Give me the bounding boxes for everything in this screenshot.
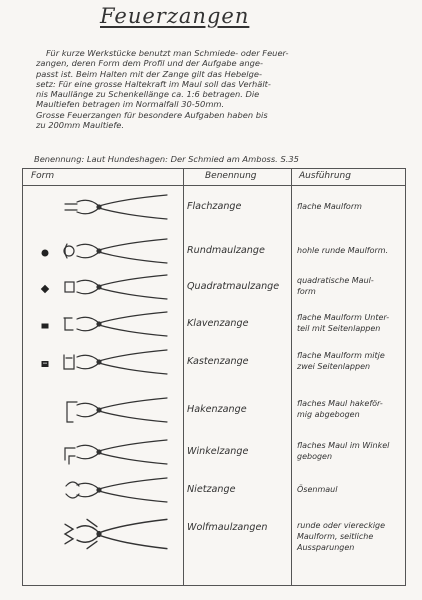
diamond-profile-icon	[40, 279, 50, 298]
description-line: Ösenmaul	[297, 485, 338, 494]
tongs-drawing-icon	[63, 344, 168, 380]
header-execution: Ausführung	[299, 171, 351, 181]
tongs-name: Kastenzange	[187, 356, 249, 367]
tongs-drawing-icon	[63, 189, 168, 225]
source-note: Benennung: Laut Hundeshagen: Der Schmied am Amboss. S.35	[34, 154, 299, 164]
header-name: Benennung	[205, 171, 257, 181]
tongs-description	[297, 201, 407, 212]
description-line: flaches Maul hakeför-	[297, 399, 383, 408]
tongs-description	[297, 350, 407, 372]
tongs-name: Winkelzange	[187, 446, 249, 457]
column-divider	[291, 169, 292, 585]
intro-line: Maultiefen betragen im Normalfall 30-50mm.	[36, 99, 225, 110]
description-line: quadratische Maul-	[297, 276, 374, 285]
intro-line: zu 200mm Maultiefe.	[36, 120, 125, 131]
tongs-description	[297, 275, 407, 297]
intro-line: passt ist. Beim Halten mit der Zange gilt das Hebelge-	[36, 68, 262, 79]
tongs-name: Rundmaulzange	[187, 245, 265, 256]
box-profile-icon	[40, 354, 50, 373]
tongs-description	[297, 245, 407, 256]
tongs-description	[297, 398, 407, 420]
tongs-name: Nietzange	[187, 484, 236, 495]
header-divider	[23, 185, 405, 186]
tongs-name: Hakenzange	[187, 404, 247, 415]
description-line: runde oder viereckige	[297, 521, 386, 530]
tongs-name: Quadratmaulzange	[187, 281, 280, 292]
tongs-description	[297, 484, 407, 495]
round-profile-icon	[40, 243, 50, 262]
header-form: Form	[31, 171, 55, 181]
intro-text	[36, 48, 391, 130]
description-line: flaches Maul im Winkel	[297, 441, 390, 450]
description-line: gebogen	[297, 452, 333, 461]
intro-line: zangen, deren Form dem Profil und der Aufgabe ange-	[36, 58, 264, 69]
description-line: form	[297, 287, 316, 296]
description-line: Aussparungen	[297, 543, 355, 552]
description-line: Maulform, seitliche	[297, 532, 374, 541]
description-line: mig abgebogen	[297, 410, 360, 419]
tongs-drawing-icon	[63, 512, 168, 556]
tongs-name: Flachzange	[187, 201, 242, 212]
description-line: zwei Seitenlappen	[297, 362, 371, 371]
rect-profile-icon	[40, 316, 50, 335]
description-line: flache Maulform Unter-	[297, 313, 390, 322]
intro-line: setz: Für eine grosse Haltekraft im Maul soll das Verhält-	[36, 78, 271, 89]
tongs-description	[297, 520, 407, 553]
tongs-drawing-icon	[63, 233, 168, 269]
description-line: flache Maulform mitje	[297, 351, 385, 360]
tongs-drawing-icon	[63, 472, 168, 508]
tongs-drawing-icon	[63, 306, 168, 342]
tongs-drawing-icon	[63, 392, 168, 428]
column-divider	[183, 169, 184, 585]
tongs-name: Klavenzange	[187, 318, 249, 329]
tongs-description	[297, 440, 407, 462]
tongs-drawing-icon	[63, 434, 168, 470]
intro-line: Für kurze Werkstücke benutzt man Schmiede- oder Feuer-	[46, 48, 289, 58]
tongs-description	[297, 312, 407, 334]
description-line: teil mit Seitenlappen	[297, 324, 381, 333]
intro-line: Grosse Feuerzangen für besondere Aufgaben haben bis	[36, 109, 268, 120]
description-line: hohle runde Maulform.	[297, 246, 389, 255]
page-title: Feuerzangen	[100, 4, 250, 28]
intro-line: nis Maullänge zu Schenkellänge ca. 1:6 betragen. Die	[36, 89, 260, 100]
tongs-name: Wolfmaulzangen	[187, 522, 268, 533]
description-line: flache Maulform	[297, 202, 362, 211]
tongs-drawing-icon	[63, 269, 168, 305]
tongs-table	[22, 168, 406, 586]
